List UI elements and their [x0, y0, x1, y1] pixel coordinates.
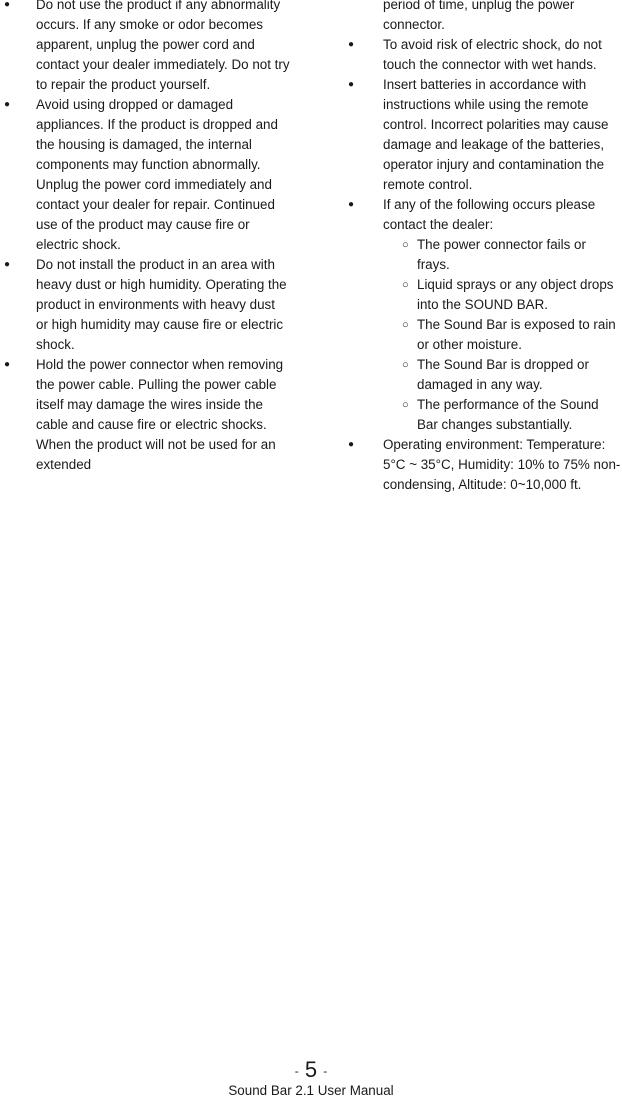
list-item: [0, 95, 290, 255]
bullet-icon: ●: [348, 439, 355, 450]
circle-bullet-icon: ○: [402, 319, 409, 331]
circle-bullet-icon: ○: [402, 239, 409, 251]
left-column: [0, 0, 290, 475]
bullet-icon: ●: [348, 79, 355, 90]
safety-list-right: [345, 0, 622, 495]
continuation-text: period of time, unplug the power connector.: [383, 0, 575, 32]
sub-list-item: [345, 355, 622, 395]
bullet-icon: ●: [4, 99, 11, 110]
bullet-icon: ●: [4, 0, 11, 10]
sub-list-item: [345, 275, 622, 315]
sub-list-item: [345, 235, 622, 275]
bullet-icon: ●: [348, 199, 355, 210]
sub-list-item: [345, 395, 622, 435]
manual-title: Sound Bar 2.1 User Manual: [228, 1083, 394, 1098]
sub-list-item-text: The Sound Bar is dropped or damaged in any way.: [417, 357, 589, 392]
page-number-value: 5: [304, 1057, 318, 1082]
list-item: [345, 75, 622, 195]
page-number: [0, 1057, 622, 1084]
bullet-icon: ●: [4, 359, 11, 370]
sub-list-item-text: The performance of the Sound Bar changes substantially.: [417, 397, 599, 432]
page-number-dash-right: -: [323, 1064, 328, 1079]
dealer-sub-list: [383, 235, 622, 435]
list-item-text: Insert batteries in accordance with instructions while using the remote control. Incorrect polarities may cause damage and leakage of the batteries, operator injury and contamination the remote control.: [383, 77, 609, 192]
safety-list-left: [0, 0, 290, 475]
list-item-text: If any of the following occurs please contact the dealer:: [383, 197, 596, 232]
continuation-text-item: [345, 0, 622, 35]
list-item: [0, 355, 290, 475]
list-item-text: To avoid risk of electric shock, do not touch the connector with wet hands.: [383, 37, 602, 72]
sub-list-item-text: The power connector fails or frays.: [417, 237, 586, 272]
list-item-text: Operating environment: Temperature: 5°C ~ 35°C, Humidity: 10% to 75% non-condensing, Altitude: 0~10,000 ft.: [383, 437, 621, 492]
sub-list-item-text: Liquid sprays or any object drops into the SOUND BAR.: [417, 277, 614, 312]
sub-list-item: [345, 315, 622, 355]
list-item-text: Do not install the product in an area with heavy dust or high humidity. Operating the product in environments with heavy dust or high humidity may cause fire or electric shock.: [36, 257, 287, 352]
right-column: [345, 0, 622, 495]
circle-bullet-icon: ○: [402, 399, 409, 411]
page-number-dash-left: -: [294, 1064, 299, 1079]
bullet-icon: ●: [348, 39, 355, 50]
circle-bullet-icon: ○: [402, 359, 409, 371]
list-item: [0, 255, 290, 355]
list-item-text: Hold the power connector when removing the power cable. Pulling the power cable itself may damage the wires inside the cable and cause fire or electric shocks. When the product will not be used for an extended: [36, 357, 284, 472]
list-item-text: Avoid using dropped or damaged appliances. If the product is dropped and the housing is damaged, the internal components may function abnormally. Unplug the power cord immediately and contact your dealer for repair. Continued use of the product may cause fire or electric shock.: [36, 97, 278, 252]
list-item-dealer: [345, 195, 622, 435]
circle-bullet-icon: ○: [402, 279, 409, 291]
sub-list-item-text: The Sound Bar is exposed to rain or other moisture.: [417, 317, 616, 352]
list-item: [345, 35, 622, 75]
list-item-text: Do not use the product if any abnormality occurs. If any smoke or odor becomes apparent, unplug the power cord and contact your dealer immediately. Do not try to repair the product yourself.: [36, 0, 290, 92]
list-item: [345, 435, 622, 495]
list-item: [0, 0, 290, 95]
bullet-icon: ●: [4, 259, 11, 270]
